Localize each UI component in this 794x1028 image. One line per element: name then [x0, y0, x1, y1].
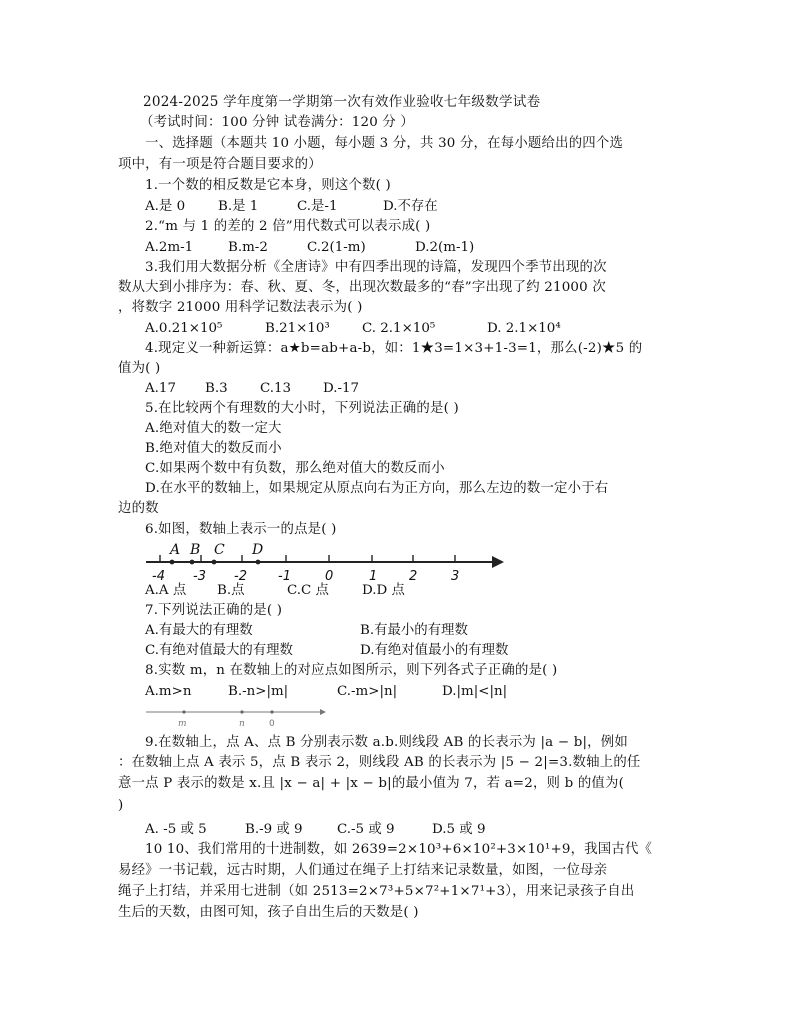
q4-option-a: A.17 — [145, 381, 176, 396]
q2-option-a: A.2m-1 — [145, 240, 194, 255]
q8-option-c: C.-m>|n| — [337, 684, 398, 699]
q5-stem: 5.在比较两个有理数的大小时，下列说法正确的是( ) — [145, 401, 459, 416]
q3-option-d: D. 2.1×10⁴ — [487, 321, 561, 336]
q7-stem: 7.下列说法正确的是( ) — [145, 603, 283, 618]
q6-tick-minus3: -3 — [193, 569, 206, 584]
q6-option-b: B.点 — [217, 583, 245, 598]
q3-option-c: C. 2.1×10⁵ — [362, 321, 436, 336]
q10-line4: 生后的天数，由图可知，孩子自出生后的天数是( ) — [118, 905, 419, 920]
q6-point-d-dot — [256, 560, 261, 565]
q3-line3: ，将数字 21000 用科学记数法表示为( ) — [118, 300, 363, 315]
q8-number-line-figure — [146, 704, 346, 730]
q6-tick-minus4: -4 — [152, 569, 165, 584]
q8-option-d: D.|m|<|n| — [442, 684, 508, 699]
q10-line1: 10 10、我们常用的十进制数，如 2639=2×10³+6×10²+3×10¹+9，我国古代《 — [145, 842, 653, 857]
q1-option-d: D.不存在 — [383, 199, 438, 214]
q9-line2: ：在数轴上点 A 表示 5，点 B 表示 2，则线段 AB 的长表示为 |5 − 2|=3.数轴上的任 — [118, 755, 641, 770]
q6-point-labels — [168, 542, 263, 558]
q5-option-d-line2: 边的数 — [118, 501, 159, 516]
q2-stem: 2.“m 与 1 的差的 2 倍”用代数式可以表示成( ) — [145, 219, 431, 234]
q6-option-a: A.A 点 — [145, 583, 187, 598]
q9-option-c: C.-5 或 9 — [337, 822, 395, 837]
q6-point-d-label: D — [252, 542, 264, 558]
q8-option-a: A.m>n — [145, 684, 192, 699]
q5-option-b: B.绝对值大的数反而小 — [145, 441, 282, 456]
q6-point-a-label: A — [170, 542, 181, 558]
q6-tick-3: 3 — [451, 569, 460, 584]
q2-option-b: B.m-2 — [228, 240, 268, 255]
q8-label-n: n — [239, 719, 245, 729]
exam-info: （考试时间：100 分钟 试卷满分：120 分 ） — [140, 115, 415, 130]
q6-tick-0: 0 — [325, 569, 334, 584]
q8-stem: 8.实数 m，n 在数轴上的对应点如图所示，则下列各式子正确的是( ) — [145, 663, 558, 678]
q3-line2: 数从大到小排序为：春、秋、夏、冬，出现次数最多的“春”字出现了约 21000 次 — [118, 280, 606, 295]
q9-line1: 9.在数轴上，点 A、点 B 分别表示数 a.b.则线段 AB 的长表示为 |a − b|，例如 — [145, 735, 628, 750]
q6-number-line-figure — [140, 538, 520, 582]
section1-header-line2: 项中，有一项是符合题目要求的） — [118, 157, 322, 172]
q1-option-c: C.是-1 — [297, 199, 338, 214]
q3-option-b: B.21×10³ — [265, 321, 330, 336]
q4-option-b: B.3 — [205, 381, 228, 396]
q5-option-c: C.如果两个数中有负数，那么绝对值大的数反而小 — [145, 461, 445, 476]
q10-line3: 绳子上打结，并采用七进制（如 2513=2×7³+5×7²+1×7¹+3），用来记录孩子自出 — [118, 884, 635, 899]
q3-line1: 3.我们用大数据分析《全唐诗》中有四季出现的诗篇，发现四个季节出现的次 — [145, 260, 607, 275]
q1-stem: 1.一个数的相反数是它本身，则这个数( ) — [145, 178, 391, 193]
q2-option-c: C.2(1-m) — [307, 240, 366, 255]
q7-option-d: D.有绝对值最小的有理数 — [360, 643, 509, 658]
q1-option-b: B.是 1 — [218, 199, 259, 214]
q6-stem: 6.如图，数轴上表示一的点是( ) — [145, 522, 337, 537]
q4-option-d: D.-17 — [323, 381, 360, 396]
q7-option-c: C.有绝对值最大的有理数 — [145, 643, 293, 658]
q8-label-m: m — [178, 719, 187, 729]
q6-point-a-dot — [170, 560, 175, 565]
q6-option-c: C.C 点 — [287, 583, 329, 598]
q4-line2: 值为( ) — [118, 361, 161, 376]
q6-tick-2: 2 — [409, 569, 418, 584]
q6-point-b-label: B — [190, 542, 201, 558]
q6-point-c-label: C — [214, 542, 225, 558]
q9-line4: ) — [118, 798, 124, 813]
q8-option-b: B.-n>|m| — [228, 684, 289, 699]
q9-option-a: A. -5 或 5 — [145, 822, 207, 837]
q2-option-d: D.2(m-1) — [415, 240, 475, 255]
q9-option-d: D.5 或 9 — [432, 822, 486, 837]
q4-line1: 4.现定义一种新运算：a★b=ab+a-b，如：1★3=1×3+1-3=1，那么(-2)★5 的 — [145, 341, 643, 356]
q6-point-b-dot — [190, 560, 195, 565]
exam-title: 2024-2025 学年度第一学期第一次有效作业验收七年级数学试卷 — [143, 94, 541, 110]
q1-option-a: A.是 0 — [145, 199, 186, 214]
q4-option-c: C.13 — [260, 381, 292, 396]
q7-option-a: A.有最大的有理数 — [145, 623, 253, 638]
q6-tick-1: 1 — [369, 569, 378, 584]
q5-option-d-line1: D.在水平的数轴上，如果规定从原点向右为正方向，那么左边的数一定小于右 — [145, 481, 609, 496]
q3-option-a: A.0.21×10⁵ — [145, 321, 223, 336]
q7-option-b: B.有最小的有理数 — [360, 623, 468, 638]
q6-tick-minus1: -1 — [278, 569, 291, 584]
section1-header-line1: 一、选择题（本题共 10 小题，每小题 3 分，共 30 分，在每小题给出的四个选 — [145, 136, 624, 151]
q10-line2: 易经》一书记载，远古时期，人们通过在绳子上打结来记录数量，如图，一位母亲 — [118, 863, 608, 878]
q6-tick-minus2: -2 — [234, 569, 247, 584]
q9-line3: 意一点 P 表示的数是 x.且 |x − a| + |x − b|的最小值为 7，若 a=2，则 b 的值为( — [118, 776, 625, 791]
q6-option-d: D.D 点 — [362, 583, 405, 598]
q8-label-0: 0 — [269, 719, 275, 729]
q5-option-a: A.绝对值大的数一定大 — [145, 421, 282, 436]
q6-point-c-dot — [212, 560, 217, 565]
q9-option-b: B.-9 或 9 — [245, 822, 303, 837]
